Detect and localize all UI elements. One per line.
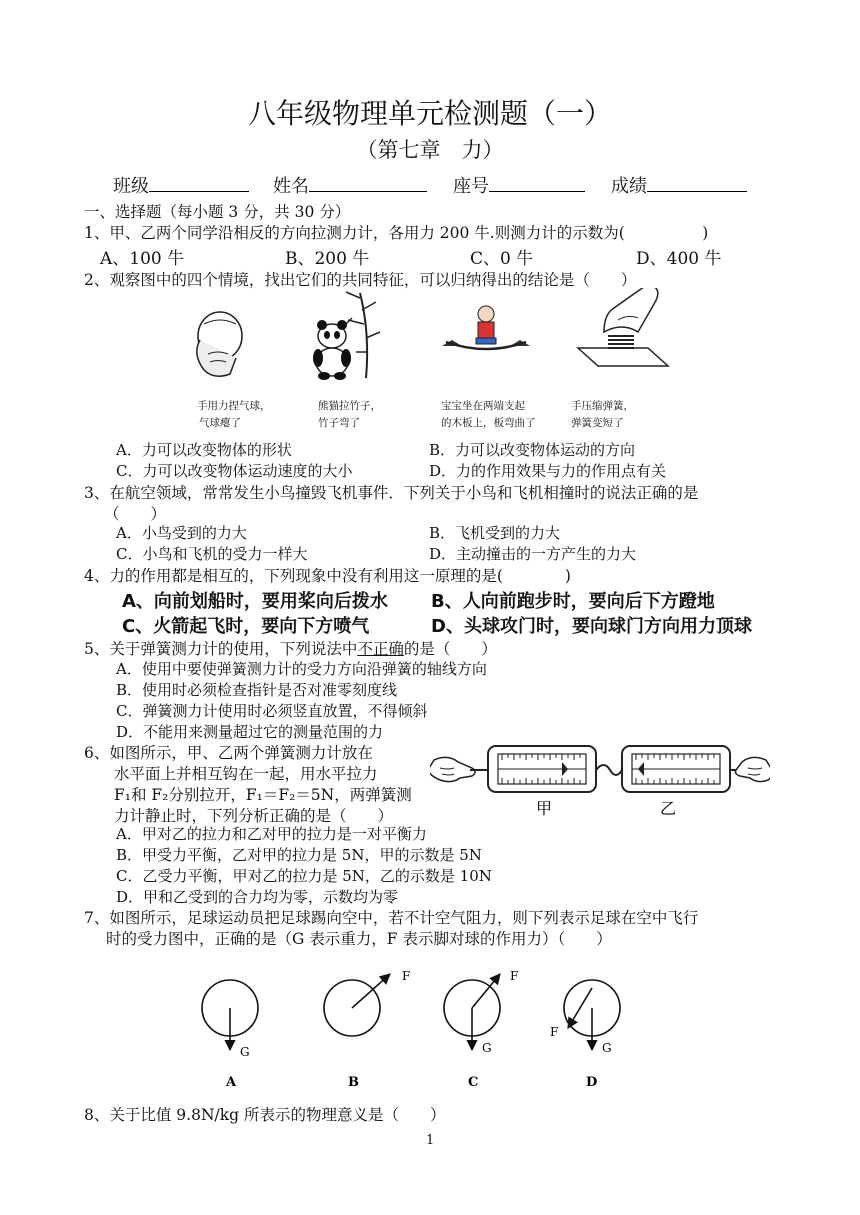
q2-option-d: D．力的作用效果与力的作用点有关	[429, 462, 667, 480]
diagram-a-label: A	[226, 1075, 237, 1090]
diagram-a-g-label: G	[240, 1045, 250, 1059]
baby-board-illustration	[442, 306, 530, 349]
q3-option-c: C．小鸟和飞机的受力一样大	[116, 545, 308, 563]
q2-option-a: A．力可以改变物体的形状	[116, 441, 292, 459]
q7-line-1: 7、如图所示，足球运动员把足球踢向空中，若不计空气阻力，则下列表示足球在空中飞行	[84, 909, 699, 927]
q8-stem: 8、关于比值 9.8N/kg 所表示的物理意义是（ ）	[84, 1106, 446, 1124]
q6-option-a: A．甲对乙的拉力和乙对甲的拉力是一对平衡力	[116, 825, 427, 843]
diagram-c-label: C	[468, 1075, 479, 1090]
name-label: 姓名	[273, 176, 309, 197]
q4-option-b: B、人向前跑步时，要向后下方蹬地	[431, 591, 715, 612]
diagram-d-g-label: G	[602, 1041, 612, 1055]
score-field	[611, 172, 747, 198]
q5-stem-pre: 5、关于弹簧测力计的使用，下列说法中	[84, 640, 358, 658]
q2-caption-3-line1: 宝宝坐在两端支起	[441, 400, 525, 412]
q6-label-jia: 甲	[536, 799, 553, 818]
q6-line-3: F₁和 F₂分别拉开，F₁＝F₂＝5N，两弹簧测	[114, 786, 412, 804]
q4-option-a: A、向前划船时，要用桨向后拨水	[122, 591, 388, 612]
score-blank[interactable]	[647, 173, 747, 192]
q2-caption-1	[197, 398, 307, 432]
q6-option-d: D．甲和乙受到的合力均为零，示数均为零	[116, 888, 399, 906]
spring-scale-jia	[488, 746, 596, 792]
class-blank[interactable]	[149, 173, 249, 192]
force-diagram-d	[550, 980, 620, 1090]
q1-stem: 1、甲、乙两个同学沿相反的方向拉测力计，各用力 200 牛.则测力计的示数为( )	[84, 224, 709, 242]
page-number: 1	[426, 1133, 435, 1148]
q6-line-2: 水平面上并相互钩在一起，用水平拉力	[114, 765, 378, 783]
q1-option-d: D、400 牛	[636, 249, 722, 269]
q7-line-2: 时的受力图中，正确的是（G 表示重力，F 表示脚对球的作用力）（ ）	[106, 930, 612, 948]
seat-field	[453, 172, 585, 198]
q5-stem	[84, 637, 497, 659]
q2-caption-3-line2: 的木板上，板弯曲了	[441, 417, 536, 429]
q3-option-d: D．主动撞击的一方产生的力大	[429, 545, 637, 563]
q5-option-a: A．使用中要使弹簧测力计的受力方向沿弹簧的轴线方向	[116, 660, 487, 678]
q2-caption-1-line1: 手用力捏气球，	[197, 400, 271, 412]
score-label: 成绩	[611, 176, 647, 197]
q6-line-4: 力计静止时，下列分析正确的是（ ）	[114, 807, 394, 825]
left-hand-icon	[430, 757, 475, 781]
q2-caption-2	[318, 398, 418, 432]
q2-option-c: C．力可以改变物体运动速度的大小	[116, 462, 353, 480]
q2-caption-3	[441, 398, 561, 432]
q2-caption-2-line2: 竹子弯了	[318, 417, 360, 429]
q5-option-b: B．使用时必须检查指针是否对准零刻度线	[116, 681, 398, 699]
q6-figure	[430, 732, 770, 820]
q2-caption-4-line2: 弹簧变短了	[571, 417, 624, 429]
q3-option-a: A．小鸟受到的力大	[116, 524, 247, 542]
q4-option-d: D、头球攻门时，要向球门方向用力顶球	[431, 616, 752, 637]
q2-caption-2-line1: 熊猫拉竹子，	[318, 400, 381, 412]
diagram-d-label: D	[586, 1075, 598, 1090]
q5-option-c: C．弹簧测力计使用时必须竖直放置，不得倾斜	[116, 702, 428, 720]
balloon-hand-illustration	[197, 312, 242, 376]
diagram-d-f-label: F	[550, 1025, 559, 1039]
section-heading: 一、选择题（每小题 3 分，共 30 分）	[84, 203, 351, 221]
q1-option-b: B、200 牛	[285, 249, 370, 269]
diagram-b-label: B	[348, 1075, 359, 1090]
seat-label: 座号	[453, 176, 489, 197]
q6-option-c: C．乙受力平衡，甲对乙的拉力是 5N，乙的示数是 10N	[116, 867, 492, 885]
q4-option-c: C、火箭起飞时，要向下方喷气	[122, 616, 370, 637]
force-diagram-b	[324, 969, 410, 1090]
q2-caption-4	[571, 398, 671, 432]
q6-label-yi: 乙	[660, 799, 677, 818]
q2-stem: 2、观察图中的四个情境，找出它们的共同特征，可以归纳得出的结论是（ ）	[84, 271, 637, 289]
q3-paren: （ ）	[104, 505, 167, 523]
page-subtitle: （第七章 力）	[356, 138, 504, 162]
page-title: 八年级物理单元检测题（一）	[247, 97, 612, 130]
class-field	[113, 172, 249, 198]
class-label: 班级	[113, 176, 149, 197]
right-hand-icon	[736, 757, 771, 781]
q5-stem-post: 的是（ ）	[403, 640, 497, 658]
force-diagram-c	[444, 969, 518, 1090]
diagram-b-f-label: F	[402, 969, 411, 983]
q6-option-b: B．甲受力平衡，乙对甲的拉力是 5N，甲的示数是 5N	[116, 846, 482, 864]
q3-stem: 3、在航空领域，常常发生小鸟撞毁飞机事件．下列关于小鸟和飞机相撞时的说法正确的是	[84, 484, 699, 502]
q5-stem-emphasis: 不正确	[357, 640, 404, 658]
q1-option-c: C、0 牛	[470, 249, 534, 269]
q4-stem: 4、力的作用都是相互的，下列现象中没有利用这一原理的是( )	[84, 567, 571, 585]
q7-figure	[190, 958, 650, 1093]
q2-caption-1-line2: 气球瘪了	[199, 417, 241, 429]
diagram-c-f-label: F	[510, 969, 519, 983]
name-blank[interactable]	[309, 173, 427, 192]
q1-option-a: A、100 牛	[100, 249, 185, 269]
q2-caption-4-line1: 手压缩弹簧，	[571, 400, 634, 412]
q6-line-1: 6、如图所示，甲、乙两个弹簧测力计放在	[84, 744, 373, 762]
diagram-c-g-label: G	[482, 1041, 492, 1055]
q5-option-d: D．不能用来测量超过它的测量范围的力	[116, 723, 384, 741]
name-field	[273, 172, 427, 198]
spring-hand-illustration	[578, 288, 668, 366]
spring-scale-yi	[622, 746, 730, 792]
force-diagram-a	[202, 980, 258, 1090]
seat-blank[interactable]	[489, 173, 585, 192]
q3-option-b: B．飞机受到的力大	[429, 524, 561, 542]
panda-bamboo-illustration	[313, 292, 380, 380]
q2-option-b: B．力可以改变物体运动的方向	[429, 441, 636, 459]
